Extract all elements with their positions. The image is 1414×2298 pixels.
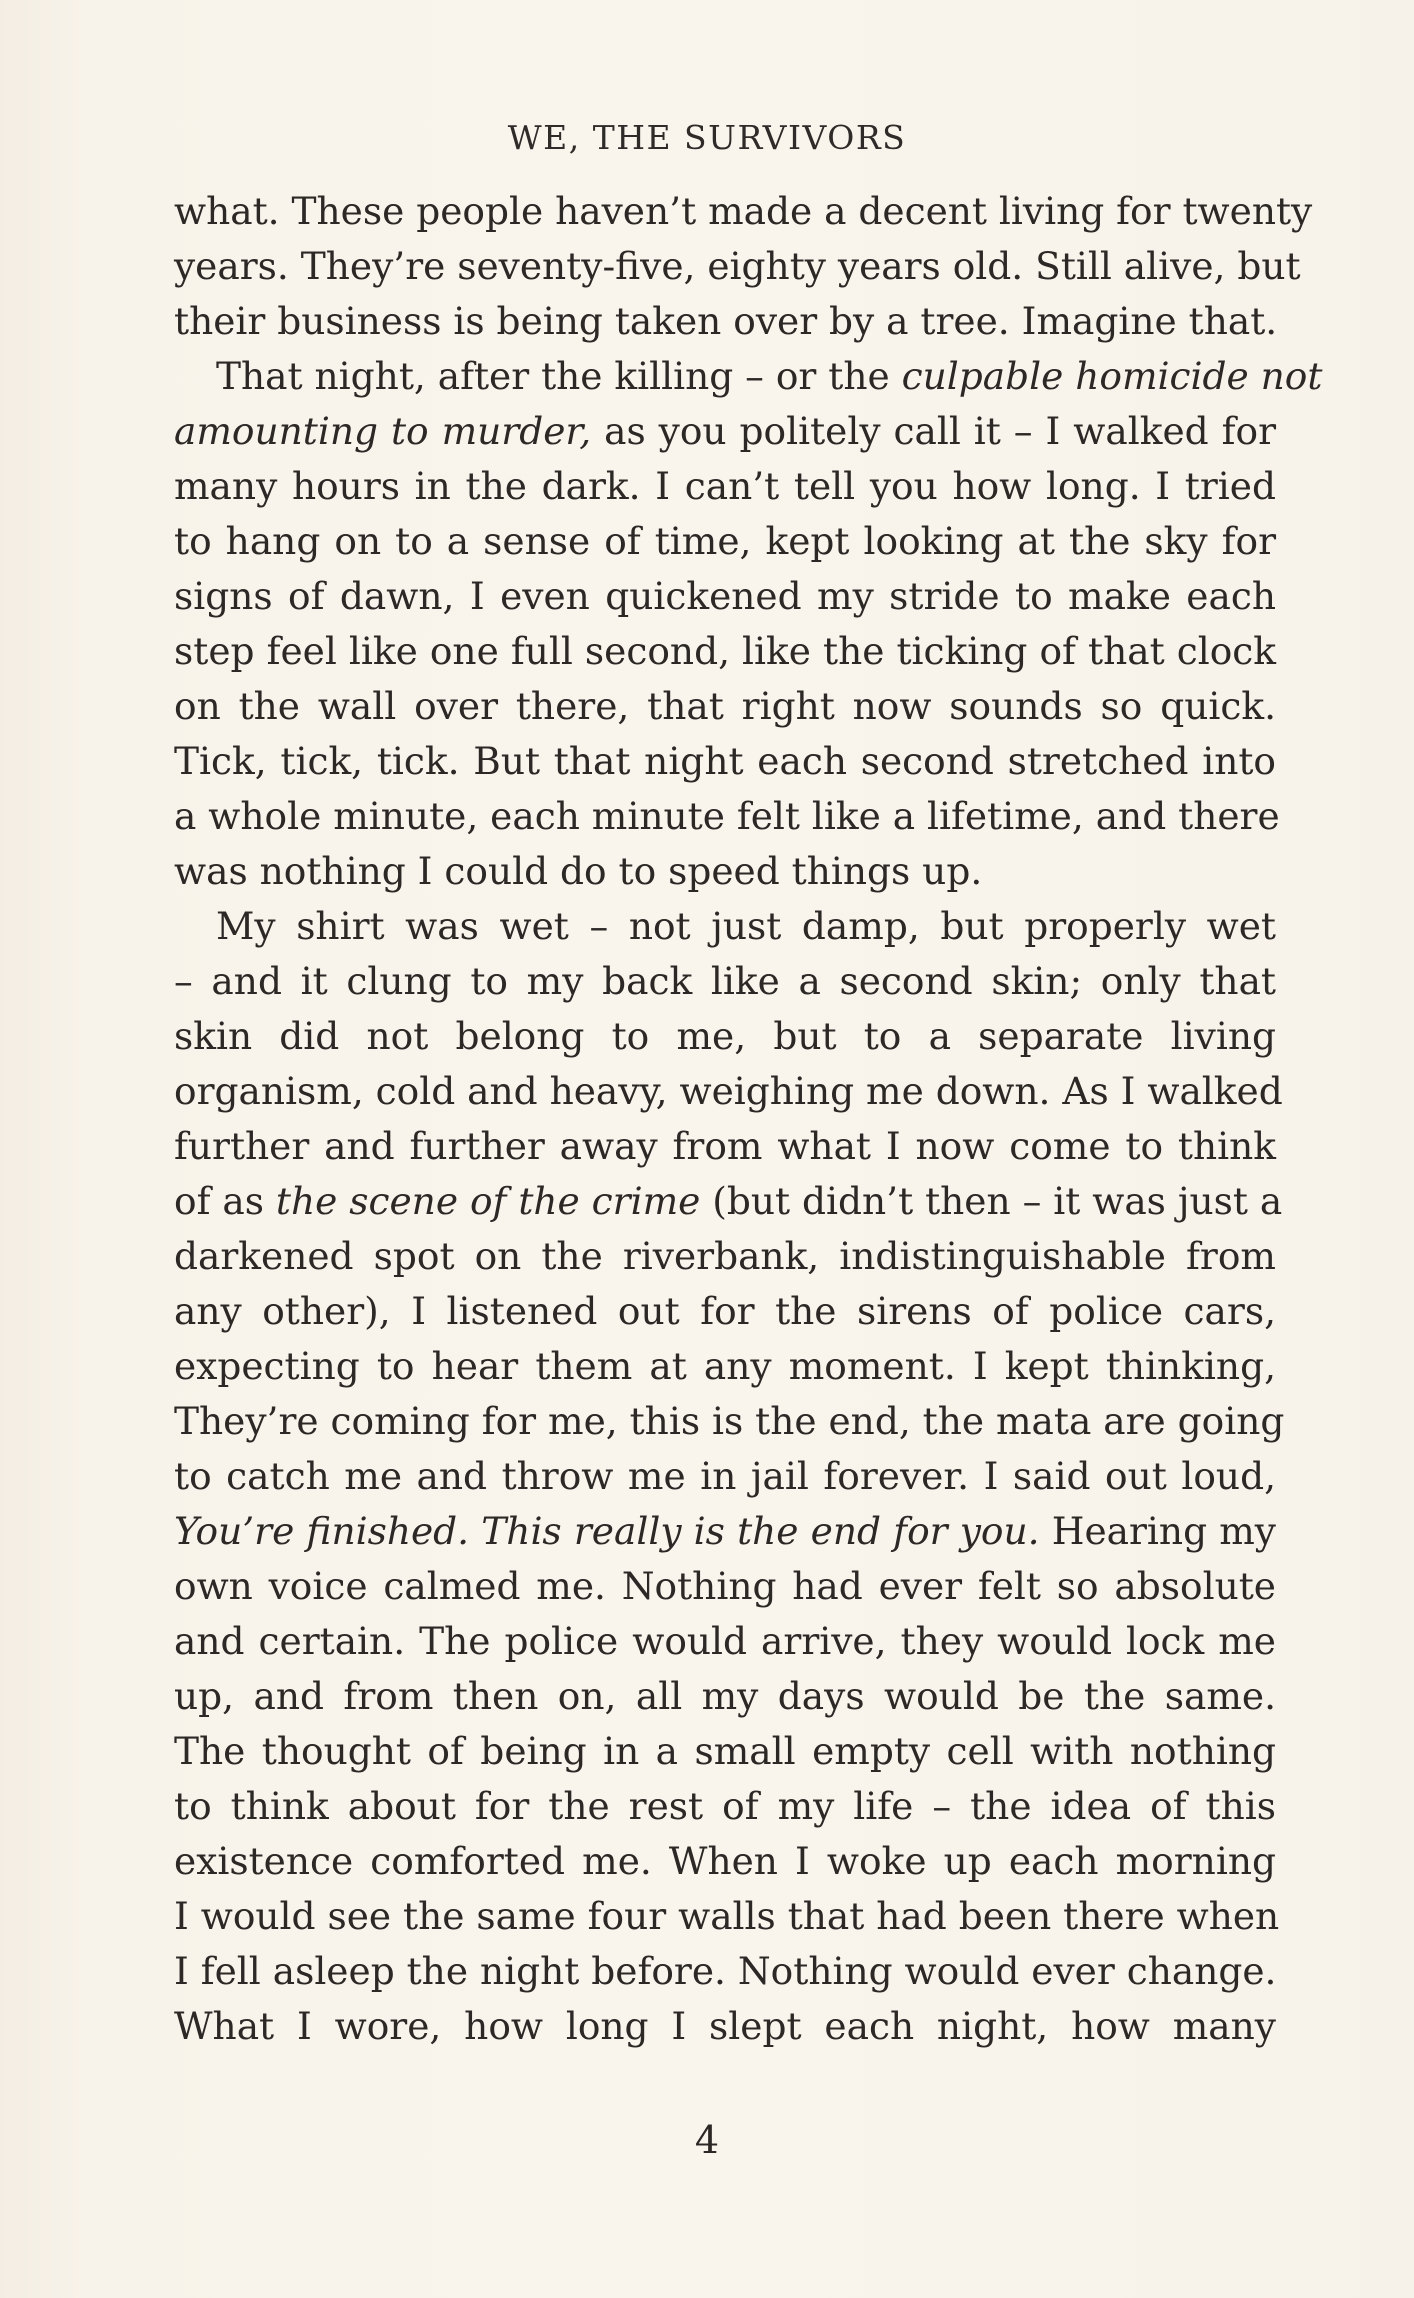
text-line: That night, after the killing – or the culpable homicide not	[216, 354, 1323, 398]
text-line: to hang on to a sense of time, kept looking at the sky for	[174, 519, 1276, 563]
text-line: to think about for the rest of my life – the idea of this	[174, 1784, 1276, 1828]
text-line: organism, cold and heavy, weighing me down. As I walked	[174, 1069, 1283, 1113]
text-line: on the wall over there, that right now sounds so quick.	[174, 684, 1276, 728]
text-line: I would see the same four walls that had been there when	[174, 1894, 1280, 1938]
text-line: What I wore, how long I slept each night, how many	[174, 2004, 1276, 2048]
text-line: to catch me and throw me in jail forever. I said out loud,	[174, 1454, 1276, 1498]
text-line: They’re coming for me, this is the end, the mata are going	[174, 1399, 1285, 1443]
text-line: skin did not belong to me, but to a separate living	[174, 1014, 1276, 1058]
running-head: WE, THE SURVIVORS	[507, 118, 907, 157]
text-line: further and further away from what I now come to think	[174, 1124, 1276, 1168]
text-line: up, and from then on, all my days would be the same.	[174, 1674, 1276, 1718]
text-line: of as the scene of the crime (but didn’t then – it was just a	[174, 1179, 1283, 1223]
text-line: darkened spot on the riverbank, indistinguishable from	[174, 1234, 1276, 1278]
text-line: signs of dawn, I even quickened my stride to make each	[174, 574, 1276, 618]
text-line: any other), I listened out for the sirens of police cars,	[174, 1289, 1276, 1333]
text-line: their business is being taken over by a tree. Imagine that.	[174, 299, 1278, 343]
text-line: a whole minute, each minute felt like a lifetime, and there	[174, 794, 1280, 838]
page-number: 4	[694, 2118, 720, 2162]
text-line: existence comforted me. When I woke up each morning	[174, 1839, 1276, 1883]
text-line: years. They’re seventy-five, eighty years old. Still alive, but	[174, 244, 1301, 288]
text-line: My shirt was wet – not just damp, but properly wet	[216, 904, 1276, 948]
text-line: what. These people haven’t made a decent living for twenty	[174, 189, 1313, 233]
text-line: The thought of being in a small empty cell with nothing	[174, 1729, 1276, 1773]
text-line: was nothing I could do to speed things up.	[174, 849, 983, 893]
text-line: own voice calmed me. Nothing had ever felt so absolute	[174, 1564, 1276, 1608]
text-line: amounting to murder, as you politely call it – I walked for	[174, 409, 1276, 453]
text-line: many hours in the dark. I can’t tell you how long. I tried	[174, 464, 1276, 508]
text-line: expecting to hear them at any moment. I kept thinking,	[174, 1344, 1276, 1388]
text-line: You’re finished. This really is the end for you. Hearing my	[174, 1509, 1276, 1553]
text-line: I fell asleep the night before. Nothing would ever change.	[174, 1949, 1277, 1993]
text-line: Tick, tick, tick. But that night each second stretched into	[174, 739, 1276, 783]
text-line: – and it clung to my back like a second skin; only that	[174, 959, 1276, 1003]
body-text	[174, 184, 1323, 2054]
text-line: and certain. The police would arrive, they would lock me	[174, 1619, 1276, 1663]
text-line: step feel like one full second, like the ticking of that clock	[174, 629, 1276, 673]
